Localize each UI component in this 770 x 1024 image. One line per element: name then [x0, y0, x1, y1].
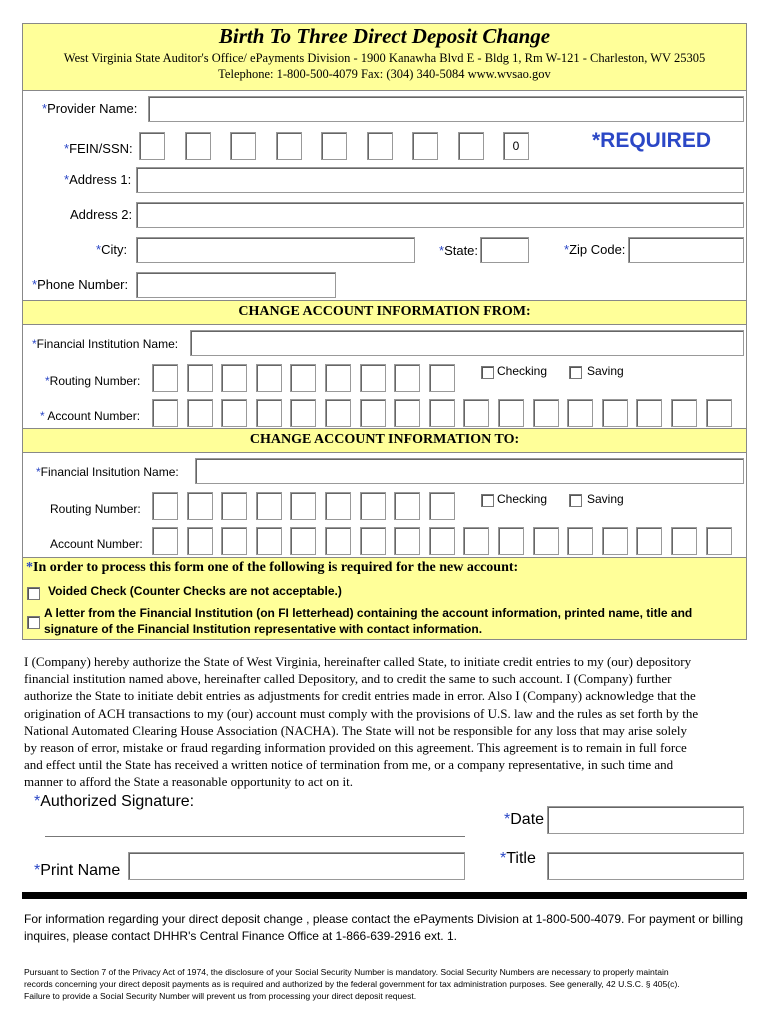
authorization-line: origination of ACH transactions to my (our) account must comply with the provisions of U.S. law and the rules as set forth by the — [24, 705, 699, 721]
authorization-line: by reason of error, mistake or fraud regarding information provided on this agreement. This agreement is to remain in full force — [24, 740, 687, 756]
from-account-digit-box[interactable] — [360, 399, 386, 427]
from-account-digit-box[interactable] — [221, 399, 247, 427]
from-account-digit-box[interactable] — [463, 399, 489, 427]
digit-value: 0 — [512, 139, 520, 153]
authorization-paragraph — [24, 653, 750, 791]
authorization-line: National Automated Clearing House Association (NACHA). The State will not be responsible for any loss that may arise solely — [24, 722, 687, 738]
required-star: * — [32, 337, 37, 351]
to-account-digit-box[interactable] — [602, 527, 628, 555]
address2-field[interactable] — [136, 202, 744, 228]
required-star: * — [564, 242, 570, 257]
to-account-digit-box[interactable] — [394, 527, 420, 555]
address1-label: *Address 1: — [64, 172, 132, 187]
required-note: *REQUIRED — [592, 129, 712, 152]
to-section-title: CHANGE ACCOUNT INFORMATION TO: — [249, 432, 520, 447]
required-star: * — [64, 172, 70, 187]
from-account-digit-box[interactable] — [567, 399, 593, 427]
provider-name-label: *Provider Name: — [42, 101, 138, 116]
privacy-line2: records concerning your direct deposit payments as is required and authorized by the federal government for tax administration purposes. See generally, 42 U.S.C. § 405(c). — [24, 979, 680, 989]
date-field[interactable] — [547, 806, 744, 834]
privacy-line3: Failure to provide a Social Security Number will prevent us from processing your direct deposit request. — [24, 991, 417, 1001]
authorization-line: financial institution named above, hereinafter called Depository, and to credit the same to such account. I (Company) further — [24, 671, 672, 687]
from-account-digit-box[interactable] — [498, 399, 524, 427]
provider-name-field[interactable] — [148, 96, 744, 122]
from-routing-digit-box[interactable] — [360, 364, 386, 392]
print-name-label: *Print Name — [34, 862, 121, 879]
divider — [22, 428, 747, 429]
to-account-label: Account Number: — [50, 537, 143, 551]
to-routing-digit-box[interactable] — [152, 492, 178, 520]
from-institution-field[interactable] — [190, 330, 744, 356]
to-routing-digit-box[interactable] — [325, 492, 351, 520]
fein-digit-box[interactable] — [412, 132, 438, 160]
zip-field[interactable] — [628, 237, 744, 263]
form-title: Birth To Three Direct Deposit Change — [218, 24, 551, 48]
divider — [22, 557, 747, 558]
from-account-digit-box[interactable] — [671, 399, 697, 427]
voided-check-checkbox[interactable] — [27, 587, 40, 600]
to-saving-label: Saving — [587, 492, 624, 506]
to-routing-digit-box[interactable] — [221, 492, 247, 520]
from-institution-label: *Financial Institution Name: — [32, 337, 179, 351]
city-field[interactable] — [136, 237, 415, 263]
divider — [22, 90, 747, 91]
title-field[interactable] — [547, 852, 744, 880]
required-star: * — [500, 850, 507, 867]
required-star: * — [26, 560, 33, 575]
from-checking-label: Checking — [497, 364, 548, 378]
state-field[interactable] — [480, 237, 529, 263]
to-saving-checkbox[interactable] — [569, 494, 582, 507]
fein-digit-box[interactable] — [321, 132, 347, 160]
required-star: * — [42, 101, 48, 116]
to-account-digit-box[interactable] — [360, 527, 386, 555]
to-account-digit-box[interactable] — [221, 527, 247, 555]
address2-label: Address 2: — [70, 207, 133, 222]
from-saving-label: Saving — [587, 364, 624, 378]
from-account-digit-box[interactable] — [256, 399, 282, 427]
authorization-line: and effect until the State has received a written notice of termination from me, or a company representative, in such time and — [24, 757, 674, 773]
to-account-digit-box[interactable] — [429, 527, 455, 555]
from-saving-checkbox[interactable] — [569, 366, 582, 379]
required-star: * — [34, 862, 41, 879]
from-routing-digit-box[interactable] — [290, 364, 316, 392]
footer-rule — [22, 892, 747, 899]
authorization-line: manner to afford the State a reasonable opportunity to act on it. — [24, 774, 353, 790]
bank-letter-label-line1: A letter from the Financial Institution (on FI letterhead) containing the account information, printed name, title and — [44, 606, 693, 620]
from-account-digit-box[interactable] — [325, 399, 351, 427]
privacy-line1: Pursuant to Section 7 of the Privacy Act of 1974, the disclosure of your Social Security Number is mandatory. Social Security Numbers are necessary to properly maintain — [24, 967, 669, 977]
from-account-label: * Account Number: — [40, 409, 141, 423]
to-account-digit-box[interactable] — [671, 527, 697, 555]
from-routing-digit-box[interactable] — [256, 364, 282, 392]
to-account-digit-box[interactable] — [256, 527, 282, 555]
bank-letter-checkbox[interactable] — [27, 616, 40, 629]
to-routing-digit-box[interactable] — [394, 492, 420, 520]
from-account-digit-box[interactable] — [152, 399, 178, 427]
divider — [22, 452, 747, 453]
required-star: * — [36, 465, 41, 479]
to-institution-label: *Financial Insitution Name: — [36, 465, 179, 479]
to-account-digit-box[interactable] — [567, 527, 593, 555]
required-star: * — [40, 409, 45, 423]
to-checking-checkbox[interactable] — [481, 494, 494, 507]
from-account-digit-box[interactable] — [290, 399, 316, 427]
to-account-digit-box[interactable] — [636, 527, 662, 555]
from-account-digit-box[interactable] — [602, 399, 628, 427]
bank-letter-label-line2: signature of the Financial Institution representative with contact information. — [44, 622, 483, 636]
required-star: * — [439, 243, 445, 258]
to-routing-digit-box[interactable] — [256, 492, 282, 520]
footer-contact-line2: inquires, please contact DHHR's Central Finance Office at 1-866-639-2916 ext. 1. — [24, 929, 457, 943]
fein-digit-box[interactable] — [458, 132, 484, 160]
from-routing-digit-box[interactable] — [429, 364, 455, 392]
to-institution-field[interactable] — [195, 458, 744, 484]
signature-line[interactable] — [45, 836, 465, 837]
to-account-digit-box[interactable] — [187, 527, 213, 555]
from-checking-checkbox[interactable] — [481, 366, 494, 379]
from-routing-digit-box[interactable] — [394, 364, 420, 392]
header-contact: Telephone: 1-800-500-4079 Fax: (304) 340-5084 www.wvsao.gov — [218, 67, 551, 81]
to-checking-label: Checking — [497, 492, 548, 506]
required-star: * — [32, 277, 38, 292]
from-section-title: CHANGE ACCOUNT INFORMATION FROM: — [238, 304, 531, 319]
authorization-line: authorize the State to initiate debit entries as adjustments for credit entries made in error. Also I (Company) acknowledge that the — [24, 688, 696, 704]
voided-check-label: Voided Check (Counter Checks are not acceptable.) — [48, 584, 342, 598]
from-account-digit-box[interactable] — [187, 399, 213, 427]
fein-digit-box[interactable] — [276, 132, 302, 160]
to-account-digit-box[interactable] — [290, 527, 316, 555]
from-account-digit-box[interactable] — [533, 399, 559, 427]
required-star: * — [64, 141, 70, 156]
to-account-digit-box[interactable] — [463, 527, 489, 555]
state-label: *State: — [439, 243, 479, 258]
required-star: * — [34, 793, 41, 810]
divider — [22, 300, 747, 301]
fein-digit-box[interactable] — [367, 132, 393, 160]
fein-digit-box[interactable] — [230, 132, 256, 160]
from-routing-digit-box[interactable] — [221, 364, 247, 392]
fein-digit-box[interactable] — [185, 132, 211, 160]
to-account-digit-box[interactable] — [325, 527, 351, 555]
required-star: * — [504, 811, 511, 828]
phone-field[interactable] — [136, 272, 336, 298]
requirement-title: *In order to process this form one of the following is required for the new account: — [26, 560, 519, 575]
from-account-digit-box[interactable] — [394, 399, 420, 427]
authorization-line: I (Company) hereby authorize the State of West Virginia, hereinafter called State, to initiate credit entries to my (our) depository — [24, 654, 692, 669]
to-routing-digit-box[interactable] — [429, 492, 455, 520]
to-routing-label: Routing Number: — [50, 502, 141, 516]
from-routing-digit-box[interactable] — [187, 364, 213, 392]
divider — [22, 324, 747, 325]
to-routing-digit-box[interactable] — [290, 492, 316, 520]
to-routing-digit-box[interactable] — [187, 492, 213, 520]
to-account-digit-box[interactable] — [152, 527, 178, 555]
to-account-digit-box[interactable] — [533, 527, 559, 555]
from-account-digit-box[interactable] — [429, 399, 455, 427]
header-address: West Virginia State Auditor's Office/ ePayments Division - 1900 Kanawha Blvd E - Bldg 1, Rm W-121 - Charleston, WV 25305 — [63, 51, 706, 65]
date-label: *Date — [504, 811, 545, 828]
print-name-field[interactable] — [128, 852, 465, 880]
to-account-digit-box[interactable] — [706, 527, 732, 555]
city-label: *City: — [96, 242, 128, 257]
title-label: *Title — [500, 850, 536, 867]
fein-digit-box[interactable] — [139, 132, 165, 160]
to-account-digit-box[interactable] — [498, 527, 524, 555]
from-routing-digit-box[interactable] — [325, 364, 351, 392]
from-account-digit-box[interactable] — [706, 399, 732, 427]
from-routing-label: *Routing Number: — [45, 374, 141, 388]
fein-digit-box[interactable] — [503, 132, 529, 160]
to-routing-digit-box[interactable] — [360, 492, 386, 520]
footer-contact-line1: For information regarding your direct deposit change , please contact the ePayments Division at 1-800-500-4079. For payment or billing — [24, 912, 744, 926]
from-routing-digit-box[interactable] — [152, 364, 178, 392]
from-account-digit-box[interactable] — [636, 399, 662, 427]
phone-label: *Phone Number: — [32, 277, 129, 292]
authorized-signature-label: *Authorized Signature: — [34, 793, 195, 810]
address1-field[interactable] — [136, 167, 744, 193]
required-star: * — [96, 242, 102, 257]
fein-label: *FEIN/SSN: — [64, 141, 133, 156]
required-star: * — [45, 374, 50, 388]
zip-label: *Zip Code: — [564, 242, 626, 257]
